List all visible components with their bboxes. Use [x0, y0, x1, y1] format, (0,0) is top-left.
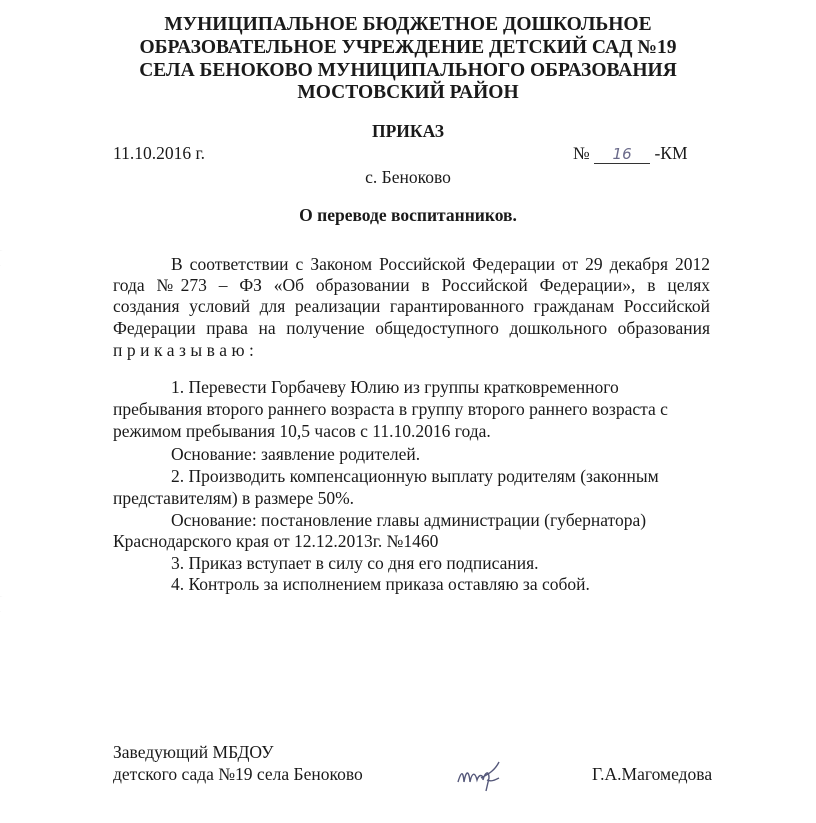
item-line: режимом пребывания 10,5 часов с 11.10.2016 года. — [113, 421, 491, 441]
order-number — [573, 142, 688, 164]
preamble-line: В соответствии с Законом Российской Федерации от 29 декабря 2012 — [171, 254, 710, 274]
preamble-line: года №273 – ФЗ «Об образовании в Российской Федерации», в целях — [113, 275, 710, 295]
item-line: 4. Контроль за исполнением приказа оставляю за собой. — [171, 574, 590, 594]
punch-hole — [0, 596, 11, 612]
number-prefix: № — [573, 143, 590, 163]
number-suffix: -КМ — [654, 143, 688, 163]
item-line: Краснодарского края от 12.12.2013г. №1460 — [113, 531, 439, 551]
signature-name: Г.А.Магомедова — [592, 764, 713, 784]
preamble-decree: приказываю: — [113, 340, 259, 360]
item-line: Основание: заявление родителей. — [171, 444, 421, 464]
number-handwritten: 16 — [594, 146, 650, 164]
item-line: 3. Приказ вступает в силу со дня его подписания. — [171, 553, 539, 573]
item-line: Основание: постановление главы администрации (губернатора) — [171, 510, 647, 530]
order-place: с. Беноково — [365, 167, 451, 187]
preamble-line: Федерации права на получение общедоступного дошкольного образования — [113, 318, 710, 338]
signature-position: детского сада №19 села Беноково — [113, 764, 363, 784]
header-line: МУНИЦИПАЛЬНОЕ БЮДЖЕТНОЕ ДОШКОЛЬНОЕ — [164, 14, 652, 35]
order-date: 11.10.2016 г. — [113, 143, 206, 163]
item-line: представителям) в размере 50%. — [113, 488, 355, 508]
order-type: ПРИКАЗ — [371, 121, 445, 141]
header-line: СЕЛА БЕНОКОВО МУНИЦИПАЛЬНОГО ОБРАЗОВАНИЯ — [139, 60, 677, 81]
order-title: О переводе воспитанников. — [299, 205, 517, 225]
item-line: 2. Производить компенсационную выплату родителям (законным — [171, 466, 659, 486]
punch-hole — [0, 250, 11, 266]
header-line: ОБРАЗОВАТЕЛЬНОЕ УЧРЕЖДЕНИЕ ДЕТСКИЙ САД №19 — [139, 37, 677, 58]
header-line: МОСТОВСКИЙ РАЙОН — [297, 82, 519, 103]
handwritten-signature — [455, 758, 505, 798]
preamble-line: создания условий для реализации гарантированного гражданам Российской — [113, 296, 710, 316]
signature-position: Заведующий МБДОУ — [113, 742, 274, 762]
item-line: пребывания второго раннего возраста в группу второго раннего возраста с — [113, 399, 668, 419]
item-line: 1. Перевести Горбачеву Юлию из группы кратковременного — [171, 377, 619, 397]
